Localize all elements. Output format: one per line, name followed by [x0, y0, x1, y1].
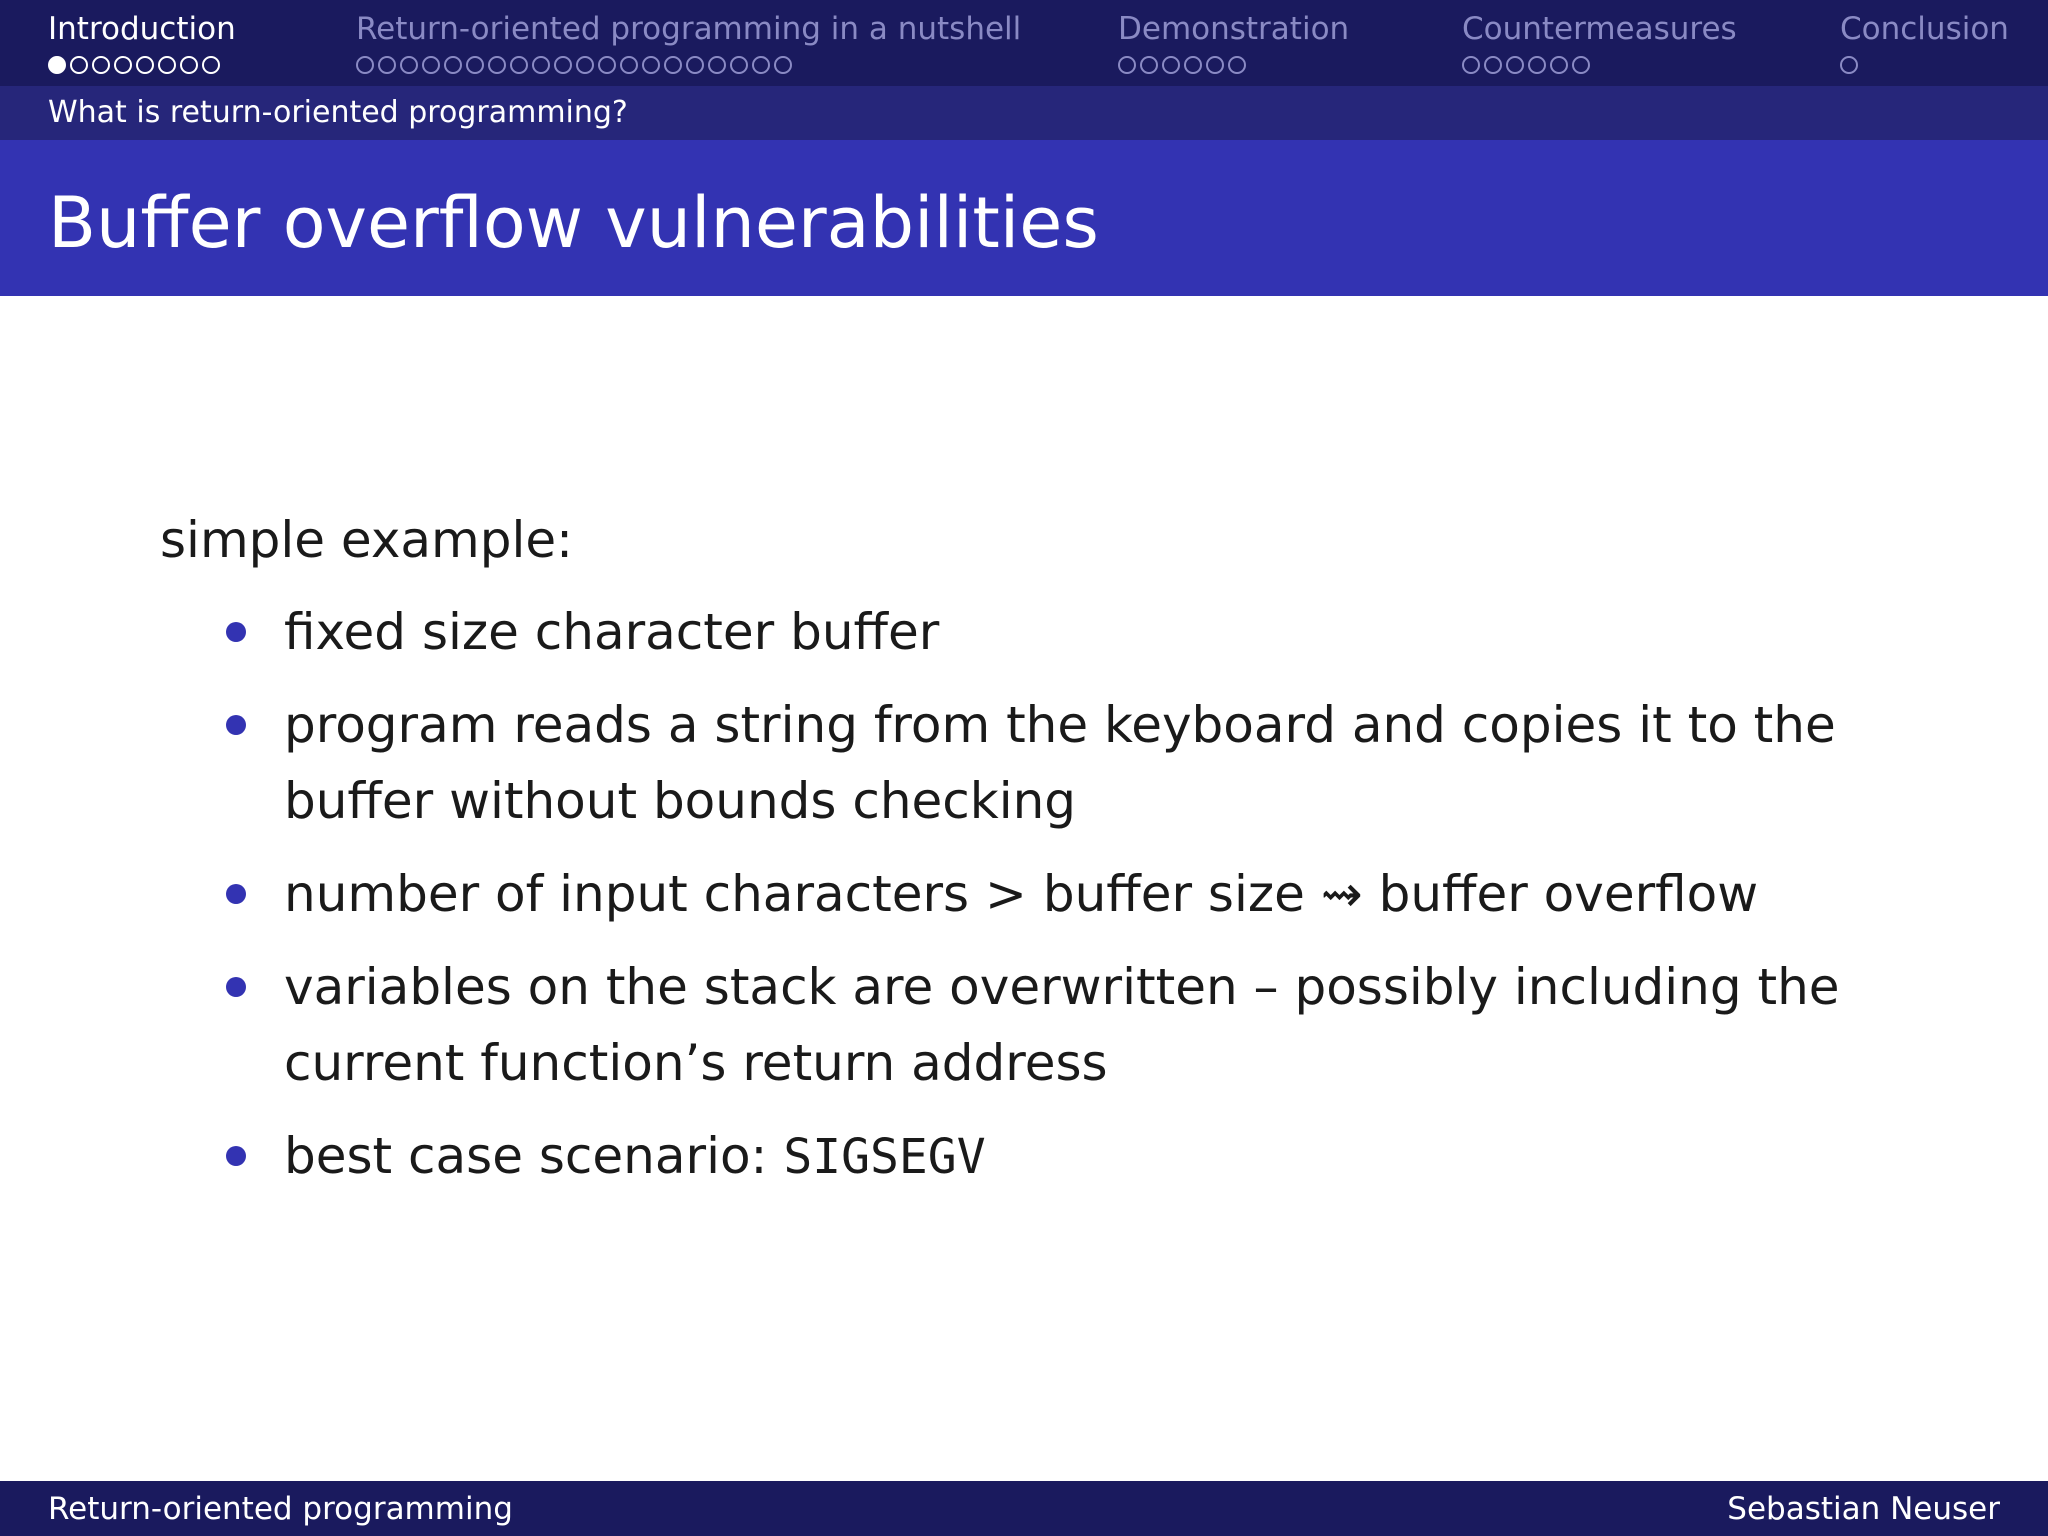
frame-dot[interactable] [114, 56, 132, 74]
greater-than-symbol: > [985, 865, 1027, 923]
frame-dots [356, 56, 1021, 74]
frame-dot[interactable] [1572, 56, 1590, 74]
nav-section-label: Introduction [48, 11, 236, 47]
nav-section-label: Countermeasures [1462, 11, 1737, 47]
footline [0, 1481, 2048, 1536]
item-text-middle: buffer size [1042, 865, 1305, 923]
frame-dot[interactable] [576, 56, 594, 74]
list-item [160, 949, 1900, 1101]
bullet-icon [226, 715, 246, 735]
frame-dot[interactable] [1206, 56, 1224, 74]
frame-dot[interactable] [158, 56, 176, 74]
frame-dot[interactable] [1140, 56, 1158, 74]
bullet-icon [226, 622, 246, 642]
frame-dot[interactable] [92, 56, 110, 74]
signal-code: SIGSEGV [783, 1129, 986, 1185]
bullet-list [160, 594, 1900, 1195]
frame-dot[interactable] [642, 56, 660, 74]
frame-dot[interactable] [1506, 56, 1524, 74]
frame-dot[interactable] [554, 56, 572, 74]
intro-text: simple example: [160, 511, 573, 569]
frame-dot-current[interactable] [48, 56, 66, 74]
frame-dot[interactable] [422, 56, 440, 74]
list-item [160, 594, 1900, 670]
frame-dot[interactable] [752, 56, 770, 74]
frame-dot[interactable] [774, 56, 792, 74]
nav-section-label: Return-oriented programming in a nutshell [356, 11, 1022, 47]
bullet-icon [226, 1146, 246, 1166]
frame-dot[interactable] [136, 56, 154, 74]
frame-dot[interactable] [70, 56, 88, 74]
footer-title: Return-oriented programming [48, 1491, 513, 1527]
nav-section-demonstration[interactable] [1118, 10, 1349, 74]
footer-author: Sebastian Neuser [1727, 1491, 2000, 1527]
nav-section-rop-nutshell[interactable] [356, 10, 1021, 74]
frame-dot[interactable] [1462, 56, 1480, 74]
frame-dot[interactable] [1162, 56, 1180, 74]
frame-dot[interactable] [1484, 56, 1502, 74]
section-navigation-bar [0, 0, 2048, 86]
list-item [160, 687, 1900, 839]
frame-dot[interactable] [444, 56, 462, 74]
frame-dot[interactable] [620, 56, 638, 74]
frame-dot[interactable] [532, 56, 550, 74]
nav-section-countermeasures[interactable] [1462, 10, 1737, 74]
frame-dot[interactable] [378, 56, 396, 74]
frame-dot[interactable] [730, 56, 748, 74]
subsection-bar [0, 86, 2048, 140]
frame-dot[interactable] [356, 56, 374, 74]
frame-dot[interactable] [1550, 56, 1568, 74]
item-text: best case scenario: [284, 1127, 768, 1185]
frame-dots [48, 56, 236, 74]
frame-body [160, 508, 1900, 1212]
nav-section-conclusion[interactable] [1840, 10, 2009, 74]
list-item [160, 856, 1900, 932]
item-text: variables on the stack are overwritten – possibly including the current function’s return address [284, 958, 1840, 1092]
frame-dot[interactable] [400, 56, 418, 74]
frame-dot[interactable] [664, 56, 682, 74]
frame-dot[interactable] [180, 56, 198, 74]
frame-dot[interactable] [488, 56, 506, 74]
leads-to-arrow-icon: ⇝ [1320, 865, 1363, 923]
bullet-icon [226, 977, 246, 997]
frame-dot[interactable] [1184, 56, 1202, 74]
frame-title-bar [0, 140, 2048, 296]
frame-dots [1840, 56, 2009, 74]
frame-dot[interactable] [510, 56, 528, 74]
bullet-icon [226, 884, 246, 904]
frame-dot[interactable] [1528, 56, 1546, 74]
subsection-title[interactable]: What is return-oriented programming? [48, 95, 628, 130]
frame-dot[interactable] [1118, 56, 1136, 74]
frame-dot[interactable] [686, 56, 704, 74]
item-text-start: number of input characters [284, 865, 970, 923]
item-text: program reads a string from the keyboard and copies it to the buffer without bounds checking [284, 696, 1836, 830]
frame-dots [1118, 56, 1349, 74]
frame-dot[interactable] [708, 56, 726, 74]
frame-dot[interactable] [1228, 56, 1246, 74]
nav-section-introduction[interactable] [48, 10, 236, 74]
nav-section-label: Demonstration [1118, 11, 1350, 47]
nav-section-label: Conclusion [1840, 11, 2009, 47]
frame-title: Buffer overflow vulnerabilities [48, 182, 1099, 264]
item-text: fixed size character buffer [284, 603, 940, 661]
frame-dot[interactable] [598, 56, 616, 74]
item-text-end: buffer overflow [1378, 865, 1759, 923]
frame-dot[interactable] [1840, 56, 1858, 74]
frame-dot[interactable] [466, 56, 484, 74]
list-item [160, 1118, 1900, 1195]
frame-dot[interactable] [202, 56, 220, 74]
frame-dots [1462, 56, 1737, 74]
